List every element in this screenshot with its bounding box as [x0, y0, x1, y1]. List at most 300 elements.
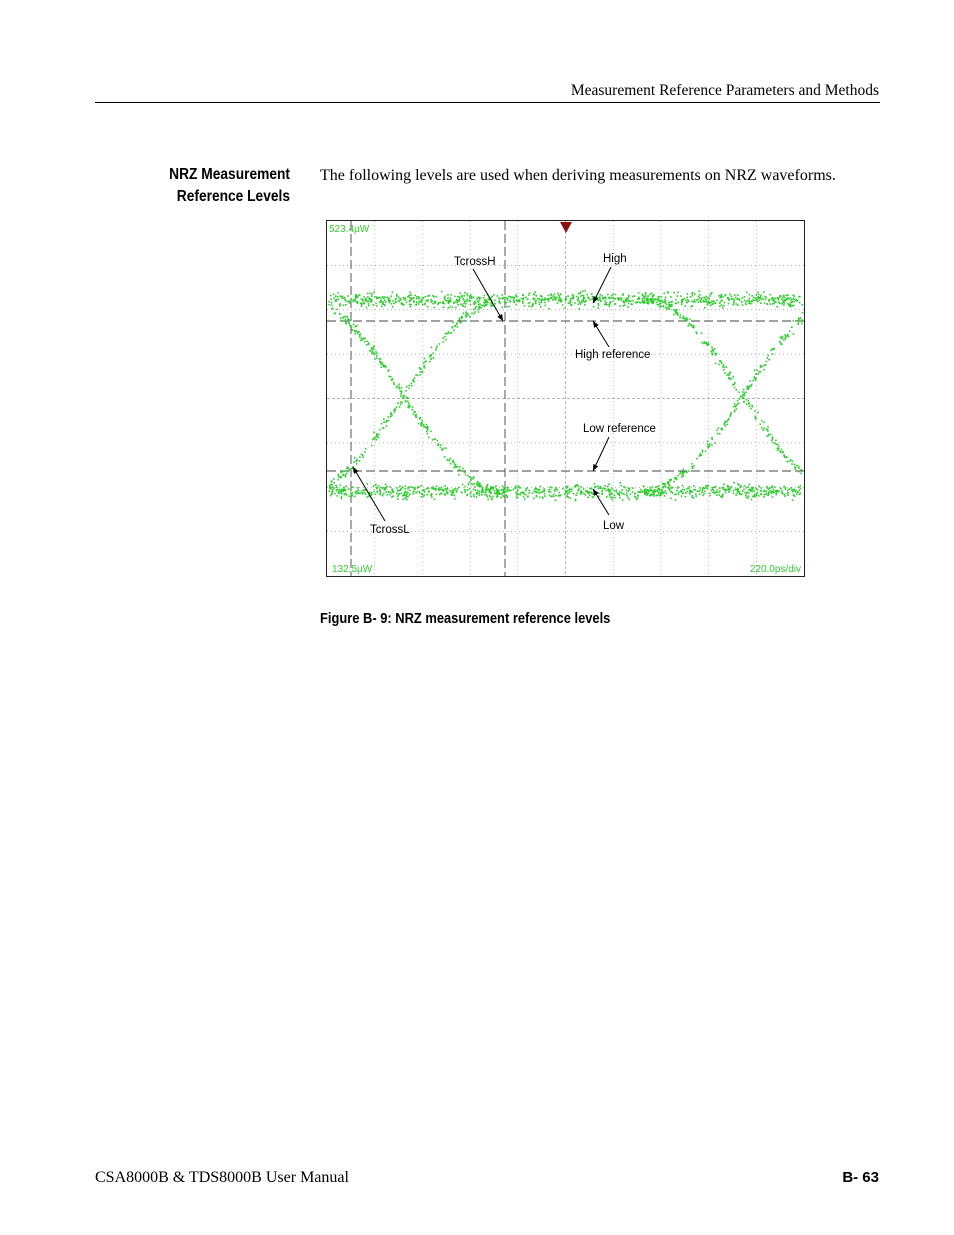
trace-dot	[756, 370, 758, 372]
trace-dot	[467, 489, 469, 491]
trace-dot	[467, 295, 469, 297]
trace-dot	[783, 304, 785, 306]
trace-dot	[684, 298, 686, 300]
trace-dot	[586, 294, 588, 296]
trace-dot	[463, 299, 465, 301]
trace-dot	[442, 338, 444, 340]
trace-dot	[656, 495, 658, 497]
trace-dot	[652, 492, 654, 494]
trace-dot	[490, 492, 492, 494]
trace-dot	[348, 322, 350, 324]
trace-dot	[555, 495, 557, 497]
trace-dot	[444, 297, 446, 299]
trace-dot	[339, 313, 341, 315]
trace-dot	[473, 476, 475, 478]
trace-dot	[446, 490, 448, 492]
trace-dot	[661, 296, 663, 298]
trace-dot	[522, 302, 524, 304]
trace-dot	[680, 314, 682, 316]
trace-dot	[358, 489, 360, 491]
trace-dot	[620, 485, 622, 487]
trace-dot	[385, 484, 387, 486]
trace-dot	[348, 495, 350, 497]
trace-dot	[465, 301, 467, 303]
trace-dot	[432, 353, 434, 355]
trace-dot	[792, 460, 794, 462]
trace-dot	[366, 496, 368, 498]
trace-dot	[619, 491, 621, 493]
trace-dot	[373, 486, 375, 488]
trace-dot	[501, 489, 503, 491]
trace-dot	[401, 387, 403, 389]
trace-dot	[726, 366, 728, 368]
trace-dot	[574, 486, 576, 488]
trace-dot	[407, 492, 409, 494]
trace-dot	[732, 304, 734, 306]
trace-dot	[778, 491, 780, 493]
trace-dot	[357, 296, 359, 298]
trace-dot	[657, 491, 659, 493]
trace-dot	[481, 494, 483, 496]
trace-dot	[372, 347, 374, 349]
trace-dot	[644, 296, 646, 298]
trace-dot	[570, 491, 572, 493]
trace-dot	[737, 483, 739, 485]
trace-dot	[773, 489, 775, 491]
trace-dot	[557, 293, 559, 295]
trace-dot	[578, 297, 580, 299]
trace-dot	[416, 302, 418, 304]
trace-dot	[379, 361, 381, 363]
trace-dot	[338, 477, 340, 479]
trace-dot	[426, 431, 428, 433]
trace-dot	[657, 486, 659, 488]
trace-dot	[429, 356, 431, 358]
trace-dot	[375, 494, 377, 496]
trace-dot	[336, 486, 338, 488]
trace-dot	[449, 301, 451, 303]
trace-dot	[380, 487, 382, 489]
trace-dot	[743, 394, 745, 396]
trace-dot	[464, 471, 466, 473]
trace-dot	[694, 293, 696, 295]
trace-dot	[609, 491, 611, 493]
trace-dot	[770, 434, 772, 436]
trace-dot	[415, 295, 417, 297]
label-tcrossh: TcrossH	[454, 256, 496, 268]
trace-dot	[535, 487, 537, 489]
trace-dot	[337, 489, 339, 491]
trace-dot	[502, 297, 504, 299]
trace-dot	[677, 295, 679, 297]
trace-dot	[708, 446, 710, 448]
trace-dot	[758, 373, 760, 375]
trace-dot	[607, 294, 609, 296]
trace-dot	[500, 497, 502, 499]
trace-dot	[449, 490, 451, 492]
trace-dot	[801, 323, 803, 325]
trace-dot	[728, 491, 730, 493]
trace-dot	[476, 492, 478, 494]
trace-dot	[426, 426, 428, 428]
trace-dot	[711, 445, 713, 447]
trace-dot	[691, 306, 693, 308]
trace-dot	[499, 492, 501, 494]
trace-dot	[373, 431, 375, 433]
trace-dot	[420, 371, 422, 373]
trace-dot	[553, 496, 555, 498]
trace-dot	[422, 304, 424, 306]
trace-dot	[612, 294, 614, 296]
trace-dot	[647, 489, 649, 491]
trace-dot	[525, 297, 527, 299]
trace-dot	[604, 485, 606, 487]
trace-dot	[608, 489, 610, 491]
trace-dot	[564, 494, 566, 496]
trace-dot	[715, 354, 717, 356]
trace-dot	[475, 302, 477, 304]
trace-dot	[771, 493, 773, 495]
trace-dot	[494, 300, 496, 302]
trace-dot	[439, 343, 441, 345]
trace-dot	[519, 487, 521, 489]
trace-dot	[402, 304, 404, 306]
trace-dot	[468, 315, 470, 317]
trace-dot	[450, 306, 452, 308]
trace-dot	[376, 434, 378, 436]
trace-dot	[422, 490, 424, 492]
trace-dot	[341, 490, 343, 492]
trace-dot	[429, 361, 431, 363]
trace-dot	[630, 494, 632, 496]
trace-dot	[501, 307, 503, 309]
trace-dot	[550, 295, 552, 297]
trace-dot	[438, 444, 440, 446]
trace-dot	[371, 445, 373, 447]
trace-dot	[575, 499, 577, 501]
trace-dot	[473, 483, 475, 485]
trace-dot	[340, 477, 342, 479]
trace-dot	[440, 444, 442, 446]
trace-dot	[418, 423, 420, 425]
trace-dot	[721, 487, 723, 489]
trace-dot	[392, 495, 394, 497]
trace-dot	[715, 491, 717, 493]
trace-dot	[332, 486, 334, 488]
trace-dot	[607, 304, 609, 306]
trace-dot	[680, 490, 682, 492]
trace-dot	[399, 298, 401, 300]
trace-dot	[679, 473, 681, 475]
trace-dot	[718, 364, 720, 366]
trace-dot	[506, 495, 508, 497]
trace-dot	[444, 485, 446, 487]
trace-dot	[754, 410, 756, 412]
trace-dot	[407, 401, 409, 403]
trace-dot	[683, 316, 685, 318]
trace-dot	[524, 305, 526, 307]
trace-dot	[712, 350, 714, 352]
trace-dot	[792, 305, 794, 307]
trace-dot	[392, 292, 394, 294]
trace-dot	[402, 395, 404, 397]
trace-dot	[574, 302, 576, 304]
trace-dot	[419, 491, 421, 493]
trace-dot	[623, 486, 625, 488]
trace-dot	[380, 364, 382, 366]
trace-dot	[483, 491, 485, 493]
trace-dot	[734, 403, 736, 405]
trace-dot	[684, 489, 686, 491]
trace-dot	[668, 302, 670, 304]
trace-dot	[689, 319, 691, 321]
trace-dot	[410, 486, 412, 488]
trace-dot	[425, 426, 427, 428]
trace-dot	[718, 494, 720, 496]
trace-dot	[424, 491, 426, 493]
trace-dot	[551, 487, 553, 489]
trace-dot	[412, 406, 414, 408]
trace-dot	[745, 304, 747, 306]
trace-dot	[642, 301, 644, 303]
trace-dot	[361, 298, 363, 300]
trace-dot	[789, 330, 791, 332]
trace-dot	[778, 299, 780, 301]
trace-dot	[665, 300, 667, 302]
trace-dot	[410, 306, 412, 308]
trace-dot	[330, 495, 332, 497]
trace-dot	[528, 305, 530, 307]
trace-dot	[767, 304, 769, 306]
trace-dot	[631, 303, 633, 305]
trace-dot	[743, 489, 745, 491]
trace-dot	[677, 292, 679, 294]
trace-dot	[664, 495, 666, 497]
trace-dot	[748, 400, 750, 402]
trace-dot	[498, 297, 500, 299]
trace-dot	[567, 295, 569, 297]
trace-dot	[346, 494, 348, 496]
trace-dot	[459, 292, 461, 294]
trace-dot	[473, 313, 475, 315]
trace-dot	[611, 297, 613, 299]
trace-dot	[588, 298, 590, 300]
trace-dot	[628, 303, 630, 305]
trace-dot	[580, 486, 582, 488]
trace-dot	[391, 295, 393, 297]
trace-dot	[475, 489, 477, 491]
trace-dot	[699, 455, 701, 457]
trace-dot	[715, 486, 717, 488]
trace-dot	[639, 491, 641, 493]
trace-dot	[601, 295, 603, 297]
trace-dot	[691, 491, 693, 493]
trace-dot	[708, 486, 710, 488]
trace-dot	[704, 491, 706, 493]
trace-dot	[452, 494, 454, 496]
trace-dot	[664, 485, 666, 487]
trace-dot	[385, 367, 387, 369]
trace-dot	[354, 330, 356, 332]
trace-dot	[610, 301, 612, 303]
trace-dot	[703, 300, 705, 302]
trace-dot	[780, 337, 782, 339]
trace-dot	[377, 491, 379, 493]
trace-dot	[774, 486, 776, 488]
trace-dot	[669, 304, 671, 306]
trace-dot	[474, 301, 476, 303]
trace-dot	[733, 492, 735, 494]
trace-dot	[578, 489, 580, 491]
trace-dot	[484, 305, 486, 307]
trace-dot	[798, 467, 800, 469]
trace-dot	[372, 439, 374, 441]
trace-dot	[348, 319, 350, 321]
trace-dot	[462, 468, 464, 470]
trace-dot	[470, 294, 472, 296]
trace-dot	[384, 296, 386, 298]
trace-dot	[691, 497, 693, 499]
trace-dot	[701, 333, 703, 335]
trace-dot	[362, 454, 364, 456]
trace-dot	[694, 301, 696, 303]
trace-dot	[378, 434, 380, 436]
trace-dot	[787, 494, 789, 496]
trace-dot	[507, 488, 509, 490]
trace-dot	[752, 380, 754, 382]
trace-dot	[368, 301, 370, 303]
trace-dot	[364, 341, 366, 343]
trace-dot	[701, 454, 703, 456]
trace-dot	[339, 489, 341, 491]
trace-dot	[673, 481, 675, 483]
trace-dot	[554, 293, 556, 295]
trace-dot	[452, 307, 454, 309]
trace-dot	[749, 406, 751, 408]
trace-dot	[465, 490, 467, 492]
trace-dot	[767, 355, 769, 357]
trace-dot	[611, 295, 613, 297]
trace-dot	[585, 290, 587, 292]
trace-dot	[491, 306, 493, 308]
trace-dot	[698, 291, 700, 293]
trace-dot	[335, 300, 337, 302]
trace-dot	[743, 389, 745, 391]
trace-dot	[457, 488, 459, 490]
trace-dot	[708, 298, 710, 300]
trace-dot	[415, 414, 417, 416]
trace-dot	[403, 494, 405, 496]
trace-dot	[798, 296, 800, 298]
trace-dot	[417, 375, 419, 377]
trace-dot	[609, 493, 611, 495]
trace-dot	[506, 302, 508, 304]
trace-dot	[651, 293, 653, 295]
trace-dot	[510, 490, 512, 492]
trace-dot	[527, 496, 529, 498]
trace-dot	[487, 302, 489, 304]
trace-dot	[739, 492, 741, 494]
trace-dot	[450, 300, 452, 302]
trace-dot	[455, 464, 457, 466]
trace-dot	[464, 292, 466, 294]
trace-dot	[620, 299, 622, 301]
trace-dot	[427, 299, 429, 301]
trace-dot	[345, 476, 347, 478]
trace-dot	[381, 306, 383, 308]
trace-dot	[782, 297, 784, 299]
trace-dot	[448, 307, 450, 309]
trace-dot	[536, 295, 538, 297]
trace-dot	[662, 492, 664, 494]
trace-dot	[405, 400, 407, 402]
trace-dot	[465, 474, 467, 476]
trace-dot	[454, 467, 456, 469]
trace-dot	[698, 296, 700, 298]
trace-dot	[500, 493, 502, 495]
trace-dot	[427, 295, 429, 297]
trace-dot	[497, 495, 499, 497]
trace-dot	[470, 301, 472, 303]
trace-dot	[737, 304, 739, 306]
trace-dot	[757, 297, 759, 299]
trace-dot	[759, 300, 761, 302]
trace-dot	[720, 428, 722, 430]
trace-dot	[570, 300, 572, 302]
trace-dot	[419, 374, 421, 376]
trace-dot	[626, 301, 628, 303]
trace-dot	[703, 343, 705, 345]
trace-dot	[783, 454, 785, 456]
trace-dot	[449, 458, 451, 460]
trace-dot	[706, 344, 708, 346]
trace-dot	[370, 293, 372, 295]
trace-dot	[743, 401, 745, 403]
trace-dot	[738, 403, 740, 405]
trace-dot	[766, 429, 768, 431]
trace-dot	[746, 493, 748, 495]
trace-dot	[390, 492, 392, 494]
trace-dot	[634, 295, 636, 297]
trace-dot	[647, 295, 649, 297]
trace-dot	[747, 486, 749, 488]
trace-dot	[331, 308, 333, 310]
trace-dot	[708, 342, 710, 344]
trace-dot	[408, 405, 410, 407]
trace-dot	[424, 361, 426, 363]
trace-dot	[597, 307, 599, 309]
trace-dot	[414, 377, 416, 379]
trace-dot	[465, 303, 467, 305]
trace-dot	[754, 417, 756, 419]
trace-dot	[704, 307, 706, 309]
trace-dot	[703, 493, 705, 495]
trace-dot	[329, 304, 331, 306]
trace-dot	[585, 300, 587, 302]
trace-dot	[649, 495, 651, 497]
trace-dot	[432, 295, 434, 297]
trace-dot	[659, 490, 661, 492]
trace-dot	[395, 298, 397, 300]
trace-dot	[763, 494, 765, 496]
trace-dot	[558, 295, 560, 297]
trace-dot	[513, 299, 515, 301]
trace-dot	[700, 300, 702, 302]
trace-dot	[571, 489, 573, 491]
trace-dot	[507, 299, 509, 301]
trace-dot	[550, 491, 552, 493]
trace-dot	[607, 486, 609, 488]
